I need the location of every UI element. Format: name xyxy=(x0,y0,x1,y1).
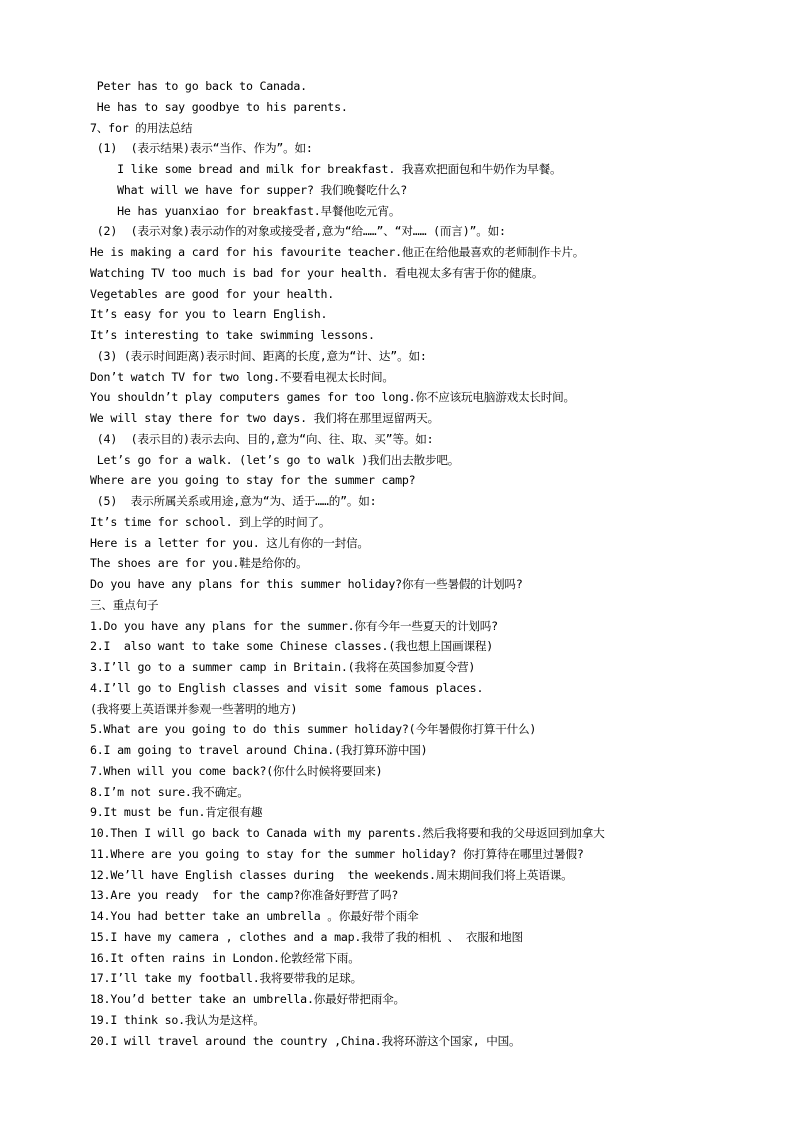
text-line: 20.I will travel around the country ,China.我将环游这个国家, 中国。 xyxy=(90,1033,521,1048)
text-line: 7.When will you come back?(你什么时候将要回来) xyxy=(90,763,383,778)
text-line: 18.You’d better take an umbrella.你最好带把雨伞。 xyxy=(90,992,405,1006)
text-line: It’s easy for you to learn English. xyxy=(90,307,328,322)
text-line: 15.I have my camera , clothes and a map.我带了我的相机 、 衣服和地图 xyxy=(90,929,523,944)
text-line: What will we have for supper? 我们晚餐吃什么? xyxy=(90,182,408,197)
text-line: (2) (表示对象)表示动作的对象或接受者,意为“给……”、“对…… (而言)”。如: xyxy=(90,224,506,239)
text-line: (我将要上英语课并参观一些著明的地方) xyxy=(90,701,298,716)
text-line: 4.I’ll go to English classes and visit some famous places. xyxy=(90,680,484,695)
text-line: 8.I’m not sure.我不确定。 xyxy=(90,784,249,799)
text-line: 13.Are you ready for the camp?你准备好野营了吗? xyxy=(90,888,399,903)
text-line: 14.You had better take an umbrella 。你最好带个雨伞 xyxy=(90,909,419,923)
text-line: It’s time for school. 到上学的时间了。 xyxy=(90,514,331,529)
text-line: We will stay there for two days. 我们将在那里逗留两天。 xyxy=(90,411,440,425)
section-heading: 三、重点句子 xyxy=(90,597,159,612)
text-line: Peter has to go back to Canada. xyxy=(90,79,307,93)
text-line: (3) (表示时间距离)表示时间、距离的长度,意为“计、达”。如: xyxy=(90,348,427,363)
text-line: 1.Do you have any plans for the summer.你有今年一些夏天的计划吗? xyxy=(90,618,498,633)
text-line: 10.Then I will go back to Canada with my parents.然后我将要和我的父母返回到加拿大 xyxy=(90,826,605,840)
text-line: Where are you going to stay for the summer camp? xyxy=(90,473,416,488)
text-line: 3.I’ll go to a summer camp in Britain.(我将在英国参加夏令营) xyxy=(90,660,476,674)
text-line: Don’t watch TV for two long.不要看电视太长时间。 xyxy=(90,369,394,384)
document-body xyxy=(90,76,780,1051)
text-line: The shoes are for you.鞋是给你的。 xyxy=(90,556,308,571)
text-line: Do you have any plans for this summer holiday?你有一些暑假的计划吗? xyxy=(90,577,523,591)
section-heading: 7、for 的用法总结 xyxy=(90,120,193,135)
text-line: 19.I think so.我认为是这样。 xyxy=(90,1012,265,1027)
text-line: Vegetables are good for your health. xyxy=(90,286,335,301)
text-line: He has to say goodbye to his parents. xyxy=(90,99,348,114)
text-line: 16.It often rains in London.伦敦经常下雨。 xyxy=(90,950,360,965)
text-line: Let’s go for a walk. (let’s go to walk )我们出去散步吧。 xyxy=(90,452,460,467)
text-line: He is making a card for his favourite teacher.他正在给他最喜欢的老师制作卡片。 xyxy=(90,245,585,259)
text-line: 17.I’ll take my football.我将要带我的足球。 xyxy=(90,971,363,986)
text-line: 2.I also want to take some Chinese classes.(我也想上国画课程) xyxy=(90,639,494,654)
text-line: 11.Where are you going to stay for the summer holiday? 你打算待在哪里过暑假? xyxy=(90,846,584,861)
text-line: (4) (表示目的)表示去向、目的,意为“向、往、取、买”等。如: xyxy=(90,431,434,446)
text-line: I like some bread and milk for breakfast. 我喜欢把面包和牛奶作为早餐。 xyxy=(90,162,562,176)
text-line: 5.What are you going to do this summer holiday?(今年暑假你打算干什么) xyxy=(90,722,537,737)
text-line: Watching TV too much is bad for your health. 看电视太多有害于你的健康。 xyxy=(90,265,544,280)
text-line: (1) (表示结果)表示“当作、作为”。如: xyxy=(90,141,313,156)
text-line: 9.It must be fun.肯定很有趣 xyxy=(90,805,263,820)
text-line: He has yuanxiao for breakfast.早餐他吃元宵。 xyxy=(90,203,401,218)
text-line: You shouldn’t play computers games for too long.你不应该玩电脑游戏太长时间。 xyxy=(90,390,575,405)
text-line: 12.We’ll have English classes during the weekends.周末期间我们将上英语课。 xyxy=(90,867,573,882)
text-line: It’s interesting to take swimming lessons. xyxy=(90,328,375,342)
text-line: (5) 表示所属关系或用途,意为“为、适于……的”。如: xyxy=(90,494,377,508)
text-line: Here is a letter for you. 这儿有你的一封信。 xyxy=(90,535,369,550)
text-line: 6.I am going to travel around China.(我打算环游中国) xyxy=(90,743,428,757)
